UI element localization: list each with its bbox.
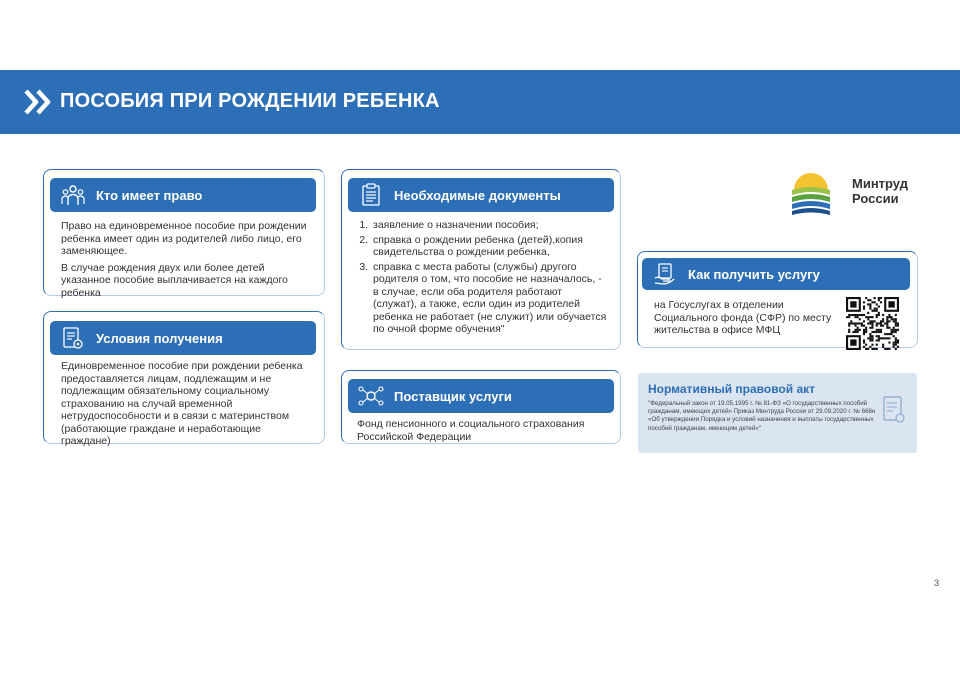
card-who-title: Кто имеет право (96, 187, 203, 203)
people-icon (58, 182, 88, 208)
hand-doc-icon (650, 261, 680, 287)
page-title: ПОСОБИЯ ПРИ РОЖДЕНИИ РЕБЕНКА (60, 90, 440, 112)
legal-doc-icon (881, 395, 907, 425)
documents-item: 3. справка с места работы (службы) другого родителя о том, что пособие не назначалось, - в случае, если оба родителя работают (служат), а также, если один из родителей ребенка не работает (не служит) или обучается по очной форме обучения" (371, 261, 607, 336)
card-conditions-title: Условия получения (96, 330, 223, 346)
how-text: на Госуслугах в отделении Социального фонда (СФР) по месту жительства в офисе МФЦ (654, 299, 832, 336)
card-provider (341, 370, 621, 444)
card-who-eligible (43, 169, 325, 299)
documents-item: 1. заявление о назначении пособия; (371, 219, 607, 232)
qr-code-icon (846, 297, 899, 350)
card-documents-header (348, 178, 614, 212)
card-how-header (642, 258, 910, 290)
ministry-logo-text: Минтруд России (852, 176, 908, 206)
legal-act-text: "Федеральный закон от 19.05.1995 г. № 81-ФЗ «О государственных пособий гражданам, имеющих детей» Приказ Минтруда России от 29.09.2020 г. № 668н «Об утверждении Порядка и условий назначения и выплаты государственных пособий гражданам, имеющим детей»" (648, 400, 876, 432)
conditions-text: Единовременное пособие при рождении ребенка предоставляется лицам, подлежащим и не подлежащим обязательному социальному страхованию на случай временной нетрудоспособности и в связи с материнством (работающие граждане и неработающие граждане) (61, 360, 303, 447)
card-how-title: Как получить услугу (688, 266, 820, 282)
card-conditions-header (50, 321, 316, 355)
chevron-double-icon (24, 89, 52, 115)
card-conditions (43, 311, 325, 447)
document-list-icon (356, 182, 386, 208)
settings-doc-icon (58, 325, 88, 351)
who-text-1: Право на единовременное пособие при рождении ребенка имеет один из родителей либо лицо, его заменяющее. (61, 220, 307, 257)
legal-act-box (638, 373, 917, 453)
ministry-logo-icon (790, 168, 832, 216)
provider-text: Фонд пенсионного и социального страхования Российской Федерации (357, 418, 585, 443)
documents-item: 2. справка о рождении ребенка (детей),копия свидетельства о рождении ребенка, (371, 234, 607, 259)
card-provider-title: Поставщик услуги (394, 388, 512, 404)
card-documents-title: Необходимые документы (394, 187, 561, 203)
card-documents (341, 169, 621, 350)
card-who-header (50, 178, 316, 212)
page-number: 3 (934, 578, 940, 588)
legal-act-title: Нормативный правовой акт (648, 382, 816, 396)
network-icon (356, 383, 386, 409)
card-provider-header (348, 379, 614, 413)
who-text-2: В случае рождения двух или более детей указанное пособие выплачивается на каждого ребенка (61, 261, 288, 299)
header-banner (0, 70, 960, 134)
